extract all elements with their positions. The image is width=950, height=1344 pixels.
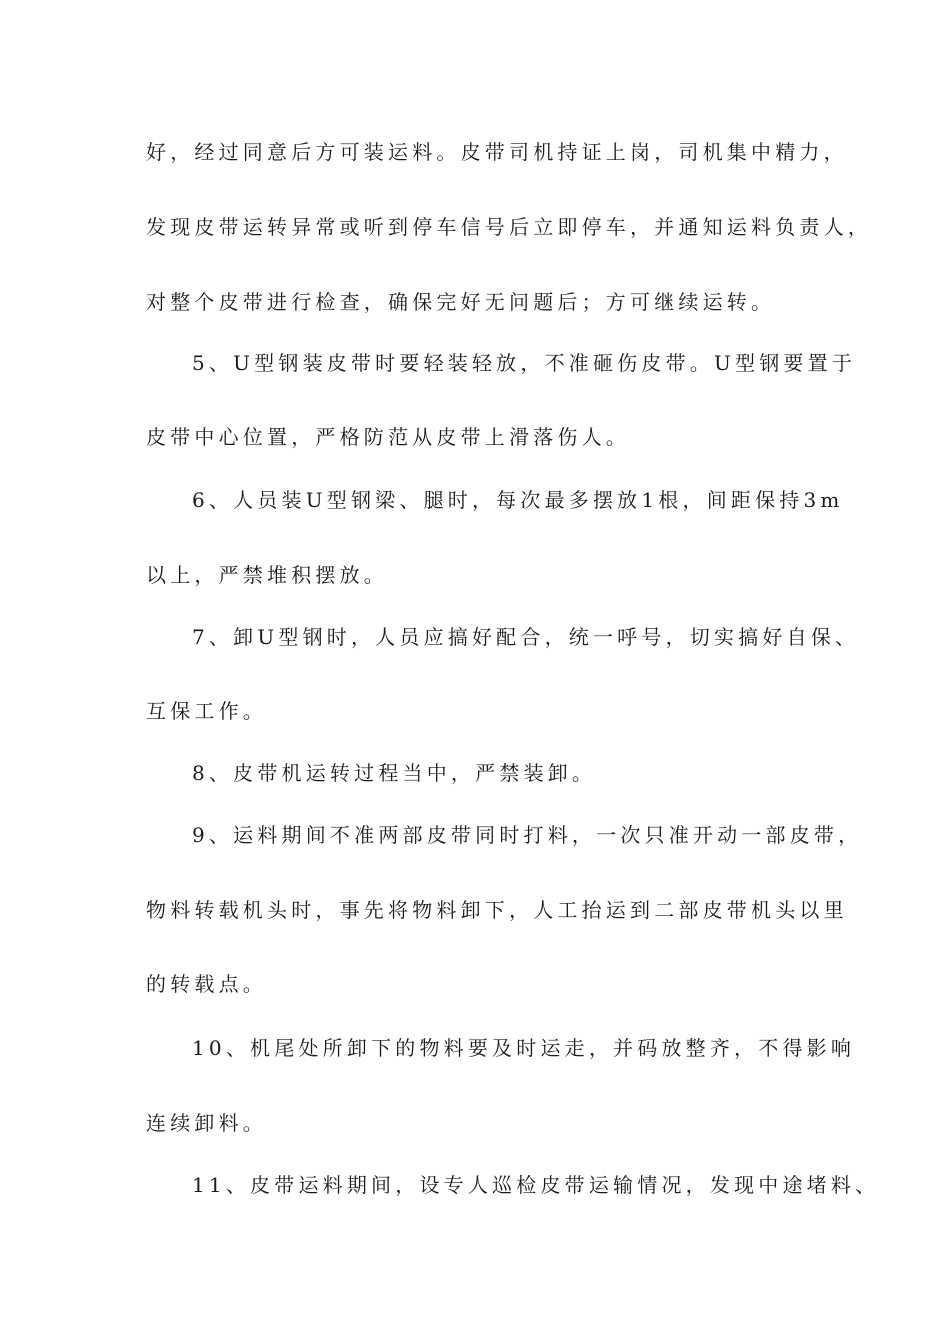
text-line-14: 10、机尾处所卸下的物料要及时运走，并码放整齐，不得影响: [192, 1036, 856, 1060]
text-line-3: 对整个皮带进行检查，确保完好无问题后；方可继续运转。: [146, 290, 776, 314]
text-line-9: 互保工作。: [146, 699, 267, 723]
text-line-6: 6、人员装U型钢梁、腿时，每次最多摆放1根，间距保持3m: [192, 488, 844, 512]
text-line-13: 的转载点。: [146, 972, 267, 996]
text-line-2: 发现皮带运转异常或听到停车信号后立即停车，并通知运料负责人，: [146, 215, 872, 239]
text-line-8: 7、卸U型钢时，人员应搞好配合，统一呼号，切实搞好自保、: [192, 625, 860, 649]
text-line-5: 皮带中心位置，严格防范从皮带上滑落伤人。: [146, 425, 630, 449]
text-line-1: 好，经过同意后方可装运料。皮带司机持证上岗，司机集中精力，: [146, 140, 848, 164]
text-line-12: 物料转载机头时，事先将物料卸下，人工抬运到二部皮带机头以里: [146, 898, 848, 922]
text-line-4: 5、U型钢装皮带时要轻装轻放，不准砸伤皮带。U型钢要置于: [192, 351, 857, 375]
text-line-10: 8、皮带机运转过程当中，严禁装卸。: [192, 761, 597, 785]
text-line-16: 11、皮带运料期间，设专人巡检皮带运输情况，发现中途堵料、: [192, 1173, 880, 1197]
text-line-11: 9、运料期间不准两部皮带同时打料，一次只准开动一部皮带，: [192, 823, 863, 847]
text-line-15: 连续卸料。: [146, 1111, 267, 1135]
text-line-7: 以上，严禁堆积摆放。: [146, 563, 388, 587]
